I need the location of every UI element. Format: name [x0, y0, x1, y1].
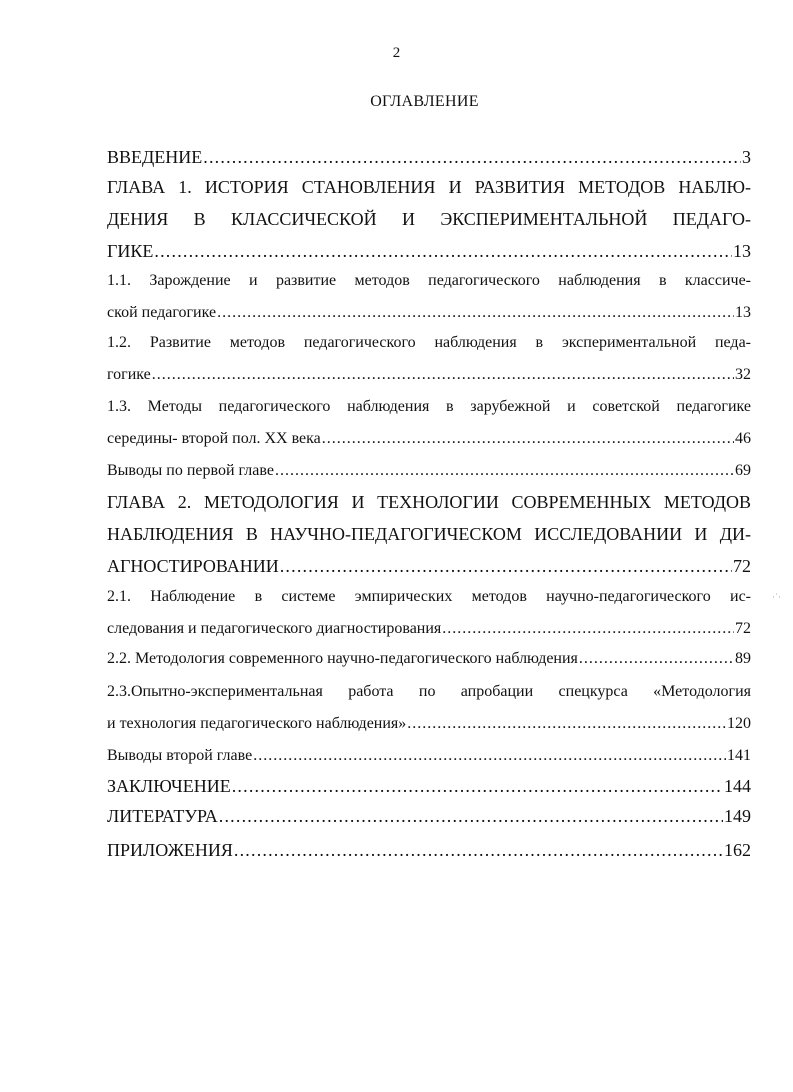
toc-entry-page: 141 [727, 747, 751, 764]
toc-entry-title: ской педагогике [107, 304, 217, 321]
toc-entry-line: 2.1. Наблюдение в системе эмпирических методов научно-педагогического ис- [107, 588, 751, 605]
toc-entry [107, 141, 751, 173]
toc-entry [107, 486, 751, 582]
toc-entry-title: Выводы по первой главе [107, 462, 274, 479]
toc-entry [107, 643, 751, 675]
toc-entry-page: 72 [733, 556, 751, 576]
toc-entry-leader-line [107, 550, 751, 582]
dot-leader [152, 359, 734, 391]
toc-entry [107, 391, 751, 455]
dot-leader [217, 297, 734, 329]
toc-entry-line: 1.2. Развитие методов педагогического наблюдения в экспериментальной педа- [107, 334, 751, 351]
toc-entry-title: ЗАКЛЮЧЕНИЕ [107, 776, 231, 796]
toc-entry-line: 1.3. Методы педагогического наблюдения в зарубежной и советской педагогике [107, 398, 751, 415]
toc-entry [107, 455, 751, 487]
toc-entry-page: 72 [735, 620, 751, 637]
toc-entry-title: следования и педагогического диагностирования [107, 620, 442, 637]
toc-entry-title: 2.2. Методология современного научно-педагогического наблюдения [107, 650, 578, 667]
dot-leader [253, 740, 726, 772]
toc-entry-leader-line [107, 359, 751, 391]
toc-entry-title: ВВЕДЕНИЕ [107, 147, 203, 167]
toc-entry-line: ГЛАВА 1. ИСТОРИЯ СТАНОВЛЕНИЯ И РАЗВИТИЯ МЕТОДОВ НАБЛЮ- [107, 177, 751, 197]
toc-entry-title: Выводы второй главе [107, 747, 253, 764]
toc-entry-page: 3 [742, 147, 751, 167]
toc-entry [107, 770, 751, 802]
toc-entry-leader-line [107, 834, 751, 866]
dot-leader [579, 643, 734, 675]
toc-entry-page: 13 [733, 241, 751, 261]
dot-leader [219, 800, 723, 832]
toc-entry-page: 144 [724, 776, 751, 796]
dot-leader [203, 141, 741, 173]
toc-entry-leader-line [107, 141, 751, 173]
toc-entry-title: ЛИТЕРАТУРА [107, 806, 218, 826]
toc-entry [107, 265, 751, 329]
scan-speck: ·˙· [772, 592, 781, 602]
toc-entry-page: 32 [735, 366, 751, 383]
dot-leader [442, 613, 734, 645]
toc-title: ОГЛАВЛЕНИЕ [370, 93, 479, 110]
dot-leader [154, 235, 732, 267]
toc-entry [107, 581, 751, 645]
toc-entry [107, 834, 751, 866]
dot-leader [275, 455, 734, 487]
toc-entry-title: ПРИЛОЖЕНИЯ [107, 840, 233, 860]
toc-entry [107, 676, 751, 740]
toc-entry [107, 800, 751, 832]
toc-entry-leader-line [107, 235, 751, 267]
toc-entry [107, 171, 751, 267]
toc-entry-leader-line [107, 613, 751, 645]
toc-entry [107, 327, 751, 391]
toc-entry-line: НАБЛЮДЕНИЯ В НАУЧНО-ПЕДАГОГИЧЕСКОМ ИССЛЕДОВАНИИ И ДИ- [107, 524, 751, 544]
toc-entry-page: 149 [724, 806, 751, 826]
toc-entry [107, 740, 751, 772]
toc-entry-page: 46 [735, 430, 751, 447]
toc-entry-leader-line [107, 297, 751, 329]
toc-entry-title: середины- второй пол. XX века [107, 430, 321, 447]
dot-leader [407, 708, 726, 740]
page-number: 2 [392, 45, 401, 61]
toc-entry-page: 13 [735, 304, 751, 321]
toc-entry-leader-line [107, 423, 751, 455]
toc-entry-line: ДЕНИЯ В КЛАССИЧЕСКОЙ И ЭКСПЕРИМЕНТАЛЬНОЙ ПЕДАГО- [107, 209, 751, 229]
dot-leader [322, 423, 734, 455]
toc-entry-leader-line [107, 770, 751, 802]
toc-entry-line: 1.1. Зарождение и развитие методов педагогического наблюдения в классиче- [107, 272, 751, 289]
dot-leader [234, 834, 723, 866]
toc-entry-leader-line [107, 800, 751, 832]
toc-entry-title: ГИКЕ [107, 241, 154, 261]
toc-entry-page: 120 [727, 715, 751, 732]
toc-entry-leader-line [107, 455, 751, 487]
toc-entry-page: 89 [735, 650, 751, 667]
toc-entry-line: 2.3.Опытно-экспериментальная работа по апробации спецкурса «Методология [107, 683, 751, 700]
dot-leader [232, 770, 723, 802]
dot-leader [280, 550, 732, 582]
toc-entry-leader-line [107, 643, 751, 675]
toc-entry-page: 162 [724, 840, 751, 860]
toc-entry-page: 69 [735, 462, 751, 479]
toc-entry-line: ГЛАВА 2. МЕТОДОЛОГИЯ И ТЕХНОЛОГИИ СОВРЕМЕННЫХ МЕТОДОВ [107, 492, 751, 512]
toc-entry-leader-line [107, 740, 751, 772]
toc-entry-leader-line [107, 708, 751, 740]
toc-entry-title: АГНОСТИРОВАНИИ [107, 556, 279, 576]
toc-entry-title: гогике [107, 366, 151, 383]
toc-entry-title: и технология педагогического наблюдения» [107, 715, 407, 732]
